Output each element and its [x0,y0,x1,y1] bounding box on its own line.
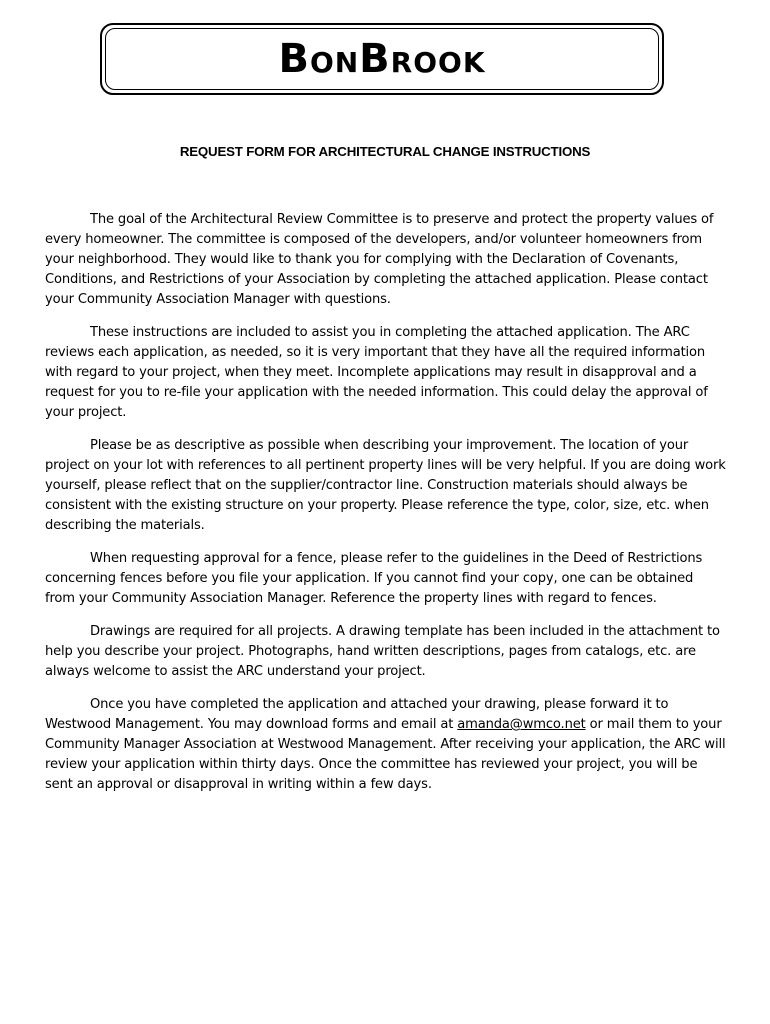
email-link[interactable]: amanda@wmco.net [457,717,586,732]
paragraph-instructions: These instructions are included to assist you in completing the attached application. The ARC reviews each application, as needed, so it is very important that they have all the required information with regard to your project, when they meet. Incomplete applications may result in disapproval and a request for you to re-file your application with the needed information. This could delay the approval of your project. [45,325,708,420]
paragraph-descriptive: Please be as descriptive as possible when describing your improvement. The location of your project on your lot with references to all pertinent property lines will be very helpful. If you are doing work yourself, please reflect that on the supplier/contractor line. Construction materials should always be consistent with the existing structure on your property. Please reference the type, color, size, etc. when describing the materials. [45,438,726,533]
submission-text-start: Once you have completed the application and attached your drawing, please forward it to Westwood Management. You may download forms and email at [45,697,669,732]
paragraph-fence: When requesting approval for a fence, please refer to the guidelines in the Deed of Restrictions concerning fences before you file your application. If you cannot find your copy, one can be obtained from your Community Association Manager. Reference the property lines with regard to fences. [45,551,703,606]
submission-text-end: or mail them to your Community Manager Association at Westwood Management. After receiving your application, the ARC will review your application within thirty days. Once the committee has reviewed your project, you will be sent an approval or disapproval in writing within a few days. [45,717,726,792]
paragraph-drawings: Drawings are required for all projects. A drawing template has been included in the attachment to help you describe your project. Photographs, hand written descriptions, pages from catalogs, etc. are always welcome to assist the ARC understand your project. [45,624,720,679]
header-logo-box [100,23,664,95]
document-body [45,210,727,808]
document-title: REQUEST FORM FOR ARCHITECTURAL CHANGE INSTRUCTIONS [179,144,591,159]
paragraph-submission [45,695,727,795]
paragraph-goal: The goal of the Architectural Review Committee is to preserve and protect the property values of every homeowner. The committee is composed of the developers, and/or volunteer homeowners from your neighborhood. They would like to thank you for complying with the Declaration of Covenants, Conditions, and Restrictions of your Association by completing the attached application. Please contact your Community Association Manager with questions. [45,212,714,307]
bonbrook-logo-text: BonBrook [278,36,486,82]
